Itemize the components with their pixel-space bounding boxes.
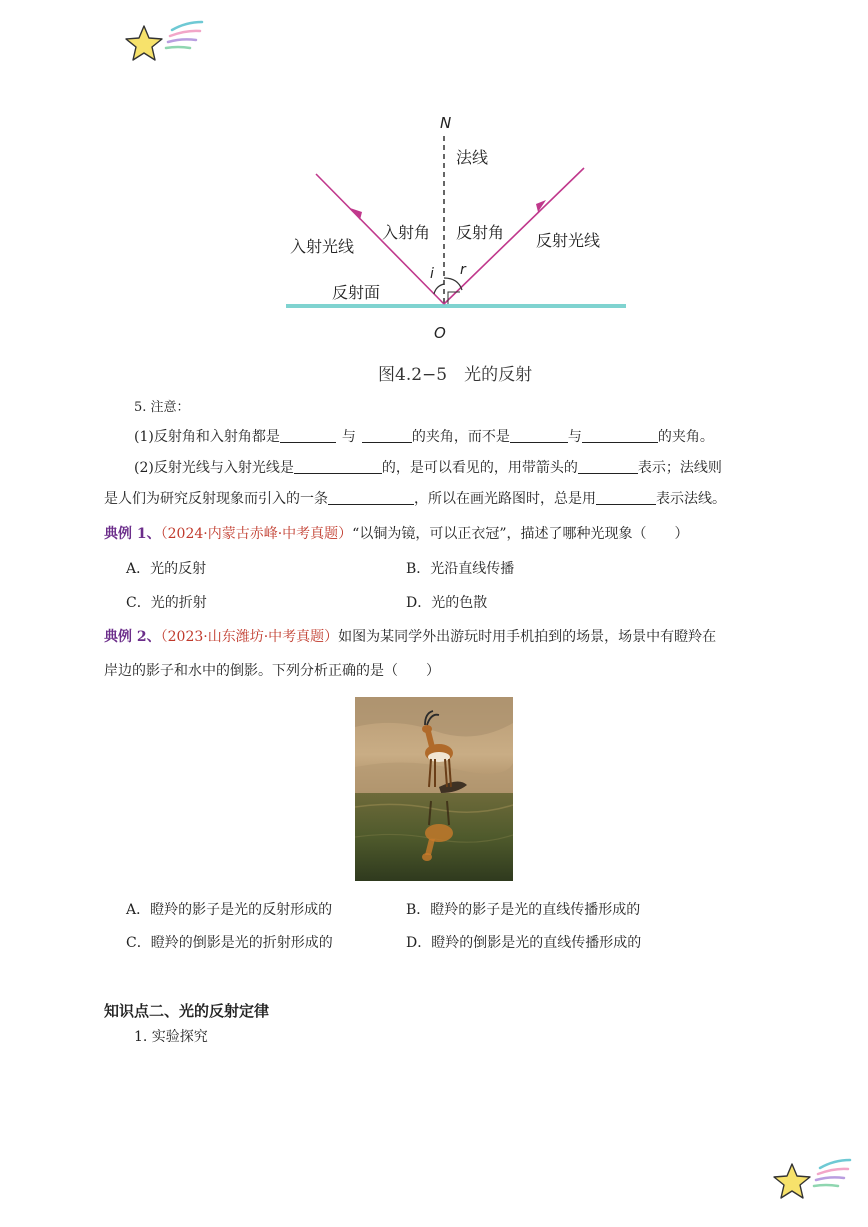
label-r: r bbox=[460, 262, 466, 278]
note-line-2-c: 表示；法线则 bbox=[637, 460, 722, 476]
section-2-item-1: 1. 实验探究 bbox=[134, 1029, 208, 1045]
example-2-title: 典例 2、 bbox=[104, 629, 161, 645]
note-line-1-b: 与 bbox=[341, 429, 356, 445]
blank-6[interactable] bbox=[578, 459, 638, 474]
example-2-question bbox=[104, 627, 716, 647]
example-2-text-line-2: 岸边的影子和水中的倒影。下列分析正确的是（ ） bbox=[104, 663, 440, 679]
blank-4[interactable] bbox=[582, 428, 658, 443]
incident-arrow-head bbox=[350, 208, 362, 220]
note-line-1-d: 与 bbox=[567, 429, 582, 445]
label-incidence-angle: 入射角 bbox=[382, 223, 431, 242]
note-line-1-c: 的夹角，而不是 bbox=[411, 429, 510, 445]
note-line-1-e: 的夹角。 bbox=[657, 429, 714, 445]
note-line-3-b: ，所以在画光路图时，总是用 bbox=[414, 491, 596, 507]
example-1-option-c[interactable]: C．光的折射 bbox=[126, 595, 207, 611]
figure-caption: 图4.2−5 光的反射 bbox=[378, 365, 533, 385]
blank-1[interactable] bbox=[280, 428, 336, 443]
note-line-2 bbox=[134, 458, 722, 478]
gazelle-photo bbox=[355, 697, 513, 881]
reflecting-surface bbox=[286, 304, 626, 308]
example-1-source: （2024·内蒙古赤峰·中考真题） bbox=[160, 526, 353, 542]
note-line-3-a: 是人们为研究反射现象而引入的一条 bbox=[104, 491, 328, 507]
label-o: O bbox=[434, 324, 446, 342]
note-line-2-b: 的，是可以看见的，用带箭头的 bbox=[381, 460, 578, 476]
blank-5[interactable] bbox=[294, 459, 382, 474]
example-1-option-a[interactable]: A．光的反射 bbox=[126, 561, 207, 577]
example-2-option-d[interactable]: D．瞪羚的倒影是光的直线传播形成的 bbox=[406, 935, 642, 951]
example-2-option-b[interactable]: B．瞪羚的影子是光的直线传播形成的 bbox=[406, 902, 641, 918]
example-1-question bbox=[104, 524, 688, 544]
example-2-source: （2023·山东潍坊·中考真题） bbox=[160, 629, 339, 645]
star-decoration-top bbox=[124, 18, 204, 66]
label-normal: 法线 bbox=[456, 148, 489, 167]
section-2-heading: 知识点二、光的反射定律 bbox=[104, 1002, 270, 1020]
blank-8[interactable] bbox=[596, 490, 656, 505]
label-n: N bbox=[440, 114, 452, 132]
note-line-3-c: 表示法线。 bbox=[656, 491, 726, 507]
note-line-1 bbox=[134, 427, 714, 447]
example-1-option-d[interactable]: D．光的色散 bbox=[406, 595, 488, 611]
angle-arc-i bbox=[434, 284, 444, 294]
label-i: i bbox=[430, 266, 434, 282]
label-incident-ray: 入射光线 bbox=[290, 237, 355, 256]
star-decoration-bottom bbox=[772, 1156, 852, 1204]
blank-2[interactable] bbox=[362, 428, 412, 443]
example-1-title: 典例 1、 bbox=[104, 526, 161, 542]
example-2-text-line-1: 如图为某同学外出游玩时用手机拍到的场景，场景中有瞪羚在 bbox=[338, 629, 717, 645]
example-1-text: “以铜为镜，可以正衣冠”，描述了哪种光现象（ ） bbox=[352, 526, 689, 542]
note-heading: 5. 注意： bbox=[134, 400, 190, 415]
example-2-option-c[interactable]: C．瞪羚的倒影是光的折射形成的 bbox=[126, 935, 333, 951]
example-1-option-b[interactable]: B．光沿直线传播 bbox=[406, 561, 515, 577]
note-line-2-a: (2)反射光线与入射光线是 bbox=[134, 460, 294, 476]
note-line-3 bbox=[104, 489, 726, 509]
reflection-diagram bbox=[280, 108, 640, 348]
label-reflected-ray: 反射光线 bbox=[536, 231, 601, 250]
label-surface: 反射面 bbox=[332, 283, 381, 302]
note-line-1-a: (1)反射角和入射角都是 bbox=[134, 429, 280, 445]
blank-7[interactable] bbox=[328, 490, 414, 505]
label-reflection-angle: 反射角 bbox=[456, 223, 505, 242]
example-2-option-a[interactable]: A．瞪羚的影子是光的反射形成的 bbox=[126, 902, 333, 918]
blank-3[interactable] bbox=[510, 428, 568, 443]
